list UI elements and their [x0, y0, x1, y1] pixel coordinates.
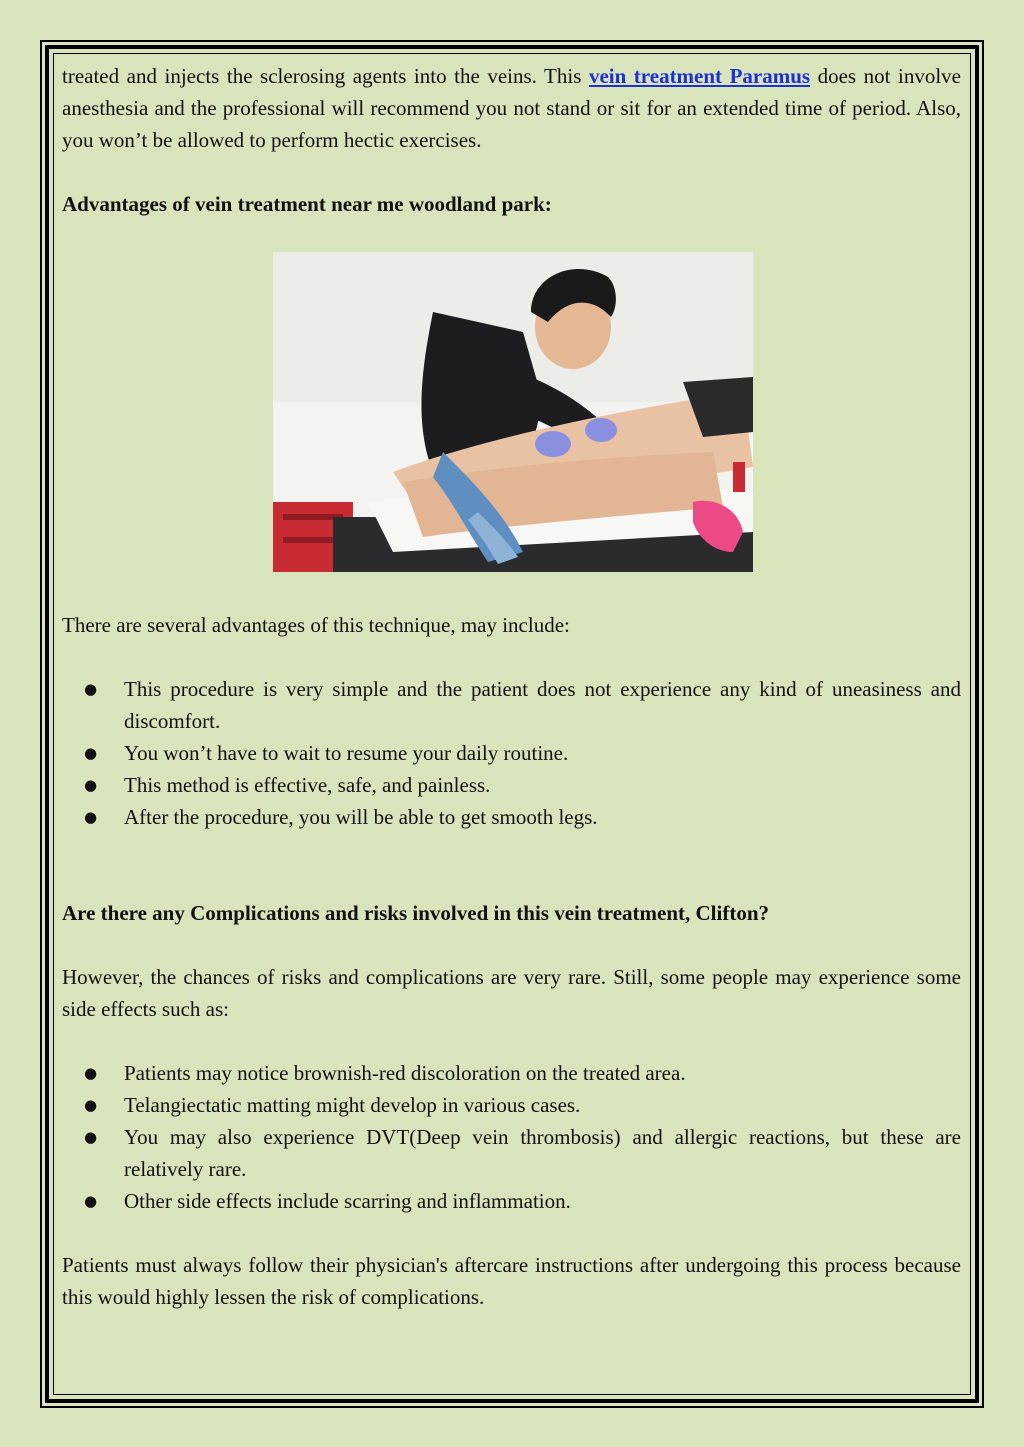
- risks-list: [62, 1057, 961, 1217]
- intro-paragraph: [62, 60, 961, 156]
- advantages-list: [62, 673, 961, 833]
- doctor-treating-leg-illustration: [273, 252, 753, 572]
- advantages-heading: Advantages of vein treatment near me woodland park:: [62, 192, 552, 216]
- list-item: ● After the procedure, you will be able to get smooth legs.: [62, 801, 961, 833]
- bullet-icon: ●: [84, 1128, 98, 1146]
- vein-treatment-paramus-link[interactable]: vein treatment Paramus: [588, 64, 811, 88]
- advantages-intro: There are several advantages of this technique, may include:: [62, 613, 570, 637]
- bullet-icon: ●: [84, 1096, 98, 1114]
- vein-treatment-photo: [273, 252, 753, 572]
- list-item: ● This method is effective, safe, and painless.: [62, 769, 961, 801]
- bullet-icon: ●: [84, 744, 98, 762]
- list-item: ● Patients may notice brownish-red discoloration on the treated area.: [62, 1057, 961, 1089]
- bullet-icon: ●: [84, 808, 98, 826]
- risks-intro: However, the chances of risks and complications are very rare. Still, some people may experience some side effects such as:: [62, 965, 961, 1021]
- document-body: [62, 60, 961, 1313]
- list-item: ● Telangiectatic matting might develop in various cases.: [62, 1089, 961, 1121]
- risks-heading: Are there any Complications and risks involved in this vein treatment, Clifton?: [62, 901, 770, 925]
- bullet-icon: ●: [84, 1064, 98, 1082]
- bullet-icon: ●: [84, 680, 98, 698]
- list-item: ● This procedure is very simple and the patient does not experience any kind of uneasiness and discomfort.: [62, 673, 961, 737]
- list-item: ● You won’t have to wait to resume your daily routine.: [62, 737, 961, 769]
- intro-text-after: does not involve anesthesia and the professional will recommend you not stand or sit for an extended time of period. Also, you won’t be allowed to perform hectic exercises.: [62, 64, 962, 152]
- list-item: ● You may also experience DVT(Deep vein thrombosis) and allergic reactions, but these are relatively rare.: [62, 1121, 961, 1185]
- bullet-icon: ●: [84, 776, 98, 794]
- list-item: ● Other side effects include scarring and inflammation.: [62, 1185, 961, 1217]
- closing-paragraph: Patients must always follow their physician's aftercare instructions after undergoing this process because this would highly lessen the risk of complications.: [62, 1253, 961, 1309]
- intro-text-before: treated and injects the sclerosing agents into the veins. This: [62, 64, 589, 88]
- bullet-icon: ●: [84, 1192, 98, 1210]
